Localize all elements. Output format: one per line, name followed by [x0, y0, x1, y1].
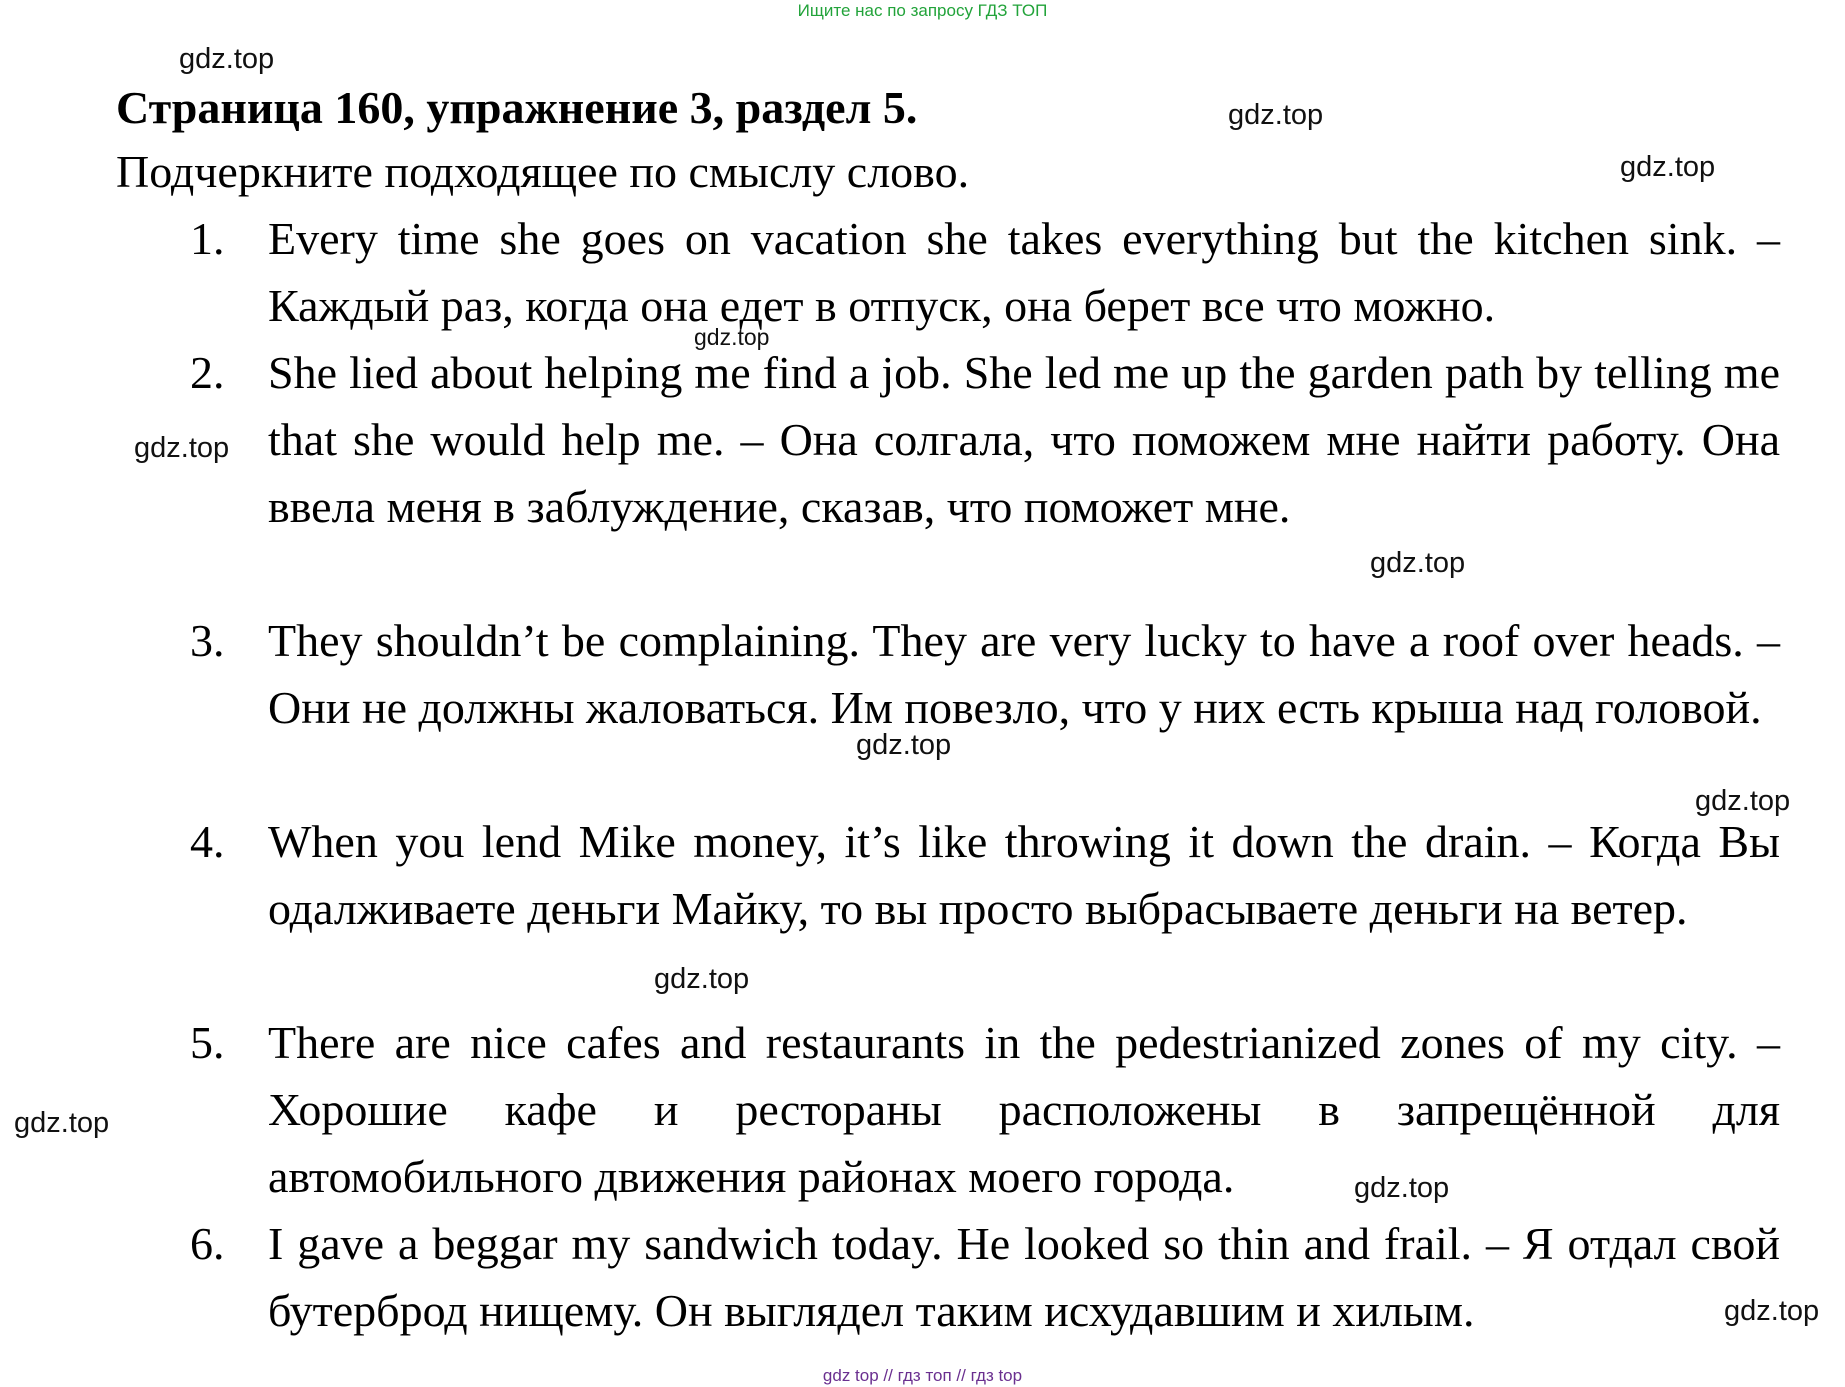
watermark: gdz.top	[1370, 547, 1466, 579]
item-text: There are nice cafes and restaurants in the pedestrianized zones of my city. – Хорошие кафе и рестораны расположены в запрещённой для автомобильного движения районах моего города.	[268, 1017, 1780, 1202]
top-banner: Ищите нас по запросу ГДЗ ТОП	[797, 1, 1048, 20]
watermark: gdz.top	[654, 963, 750, 995]
item-text: She lied about helping me find a job. She led me up the garden path by telling me that she would help me. – Она солгала, что поможем мне найти работу. Она ввела меня в заблуждение, сказав, что поможет мне.	[268, 347, 1780, 532]
watermark: gdz.top	[179, 43, 275, 75]
item-number: 5.	[190, 1017, 225, 1068]
item-text: They shouldn’t be complaining. They are very lucky to have a roof over heads. – Они не должны жаловаться. Им повезло, что у них есть крыша над головой.	[268, 615, 1780, 733]
page-title: Страница 160, упражнение 3, раздел 5.	[116, 82, 918, 133]
watermark: gdz.top	[1228, 99, 1324, 131]
item-text: Every time she goes on vacation she takes everything but the kitchen sink. – Каждый раз, когда она едет в отпуск, она берет все что можно.	[268, 213, 1780, 331]
watermark: gdz.top	[134, 432, 230, 464]
item-text: When you lend Mike money, it’s like throwing it down the drain. – Когда Вы одалживаете деньги Майку, то вы просто выбрасываете деньги на ветер.	[268, 816, 1780, 934]
item-text: I gave a beggar my sandwich today. He looked so thin and frail. – Я отдал свой бутерброд нищему. Он выглядел таким исхудавшим и хилым.	[268, 1218, 1780, 1336]
item-number: 3.	[190, 615, 225, 666]
watermark: gdz.top	[1695, 785, 1791, 817]
bottom-banner: gdz top // гдз топ // гдз top	[822, 1366, 1023, 1385]
item-number: 6.	[190, 1218, 225, 1269]
watermark: gdz.top	[1620, 151, 1716, 183]
watermark: gdz.top	[1724, 1295, 1820, 1327]
item-number: 1.	[190, 213, 225, 264]
item-number: 2.	[190, 347, 225, 398]
watermark: gdz.top	[1354, 1172, 1450, 1204]
watermark: gdz.top	[14, 1107, 110, 1139]
watermark: gdz.top	[694, 324, 770, 350]
exercise-instruction: Подчеркните подходящее по смыслу слово.	[116, 146, 970, 197]
watermark: gdz.top	[856, 729, 952, 761]
item-number: 4.	[190, 816, 225, 867]
